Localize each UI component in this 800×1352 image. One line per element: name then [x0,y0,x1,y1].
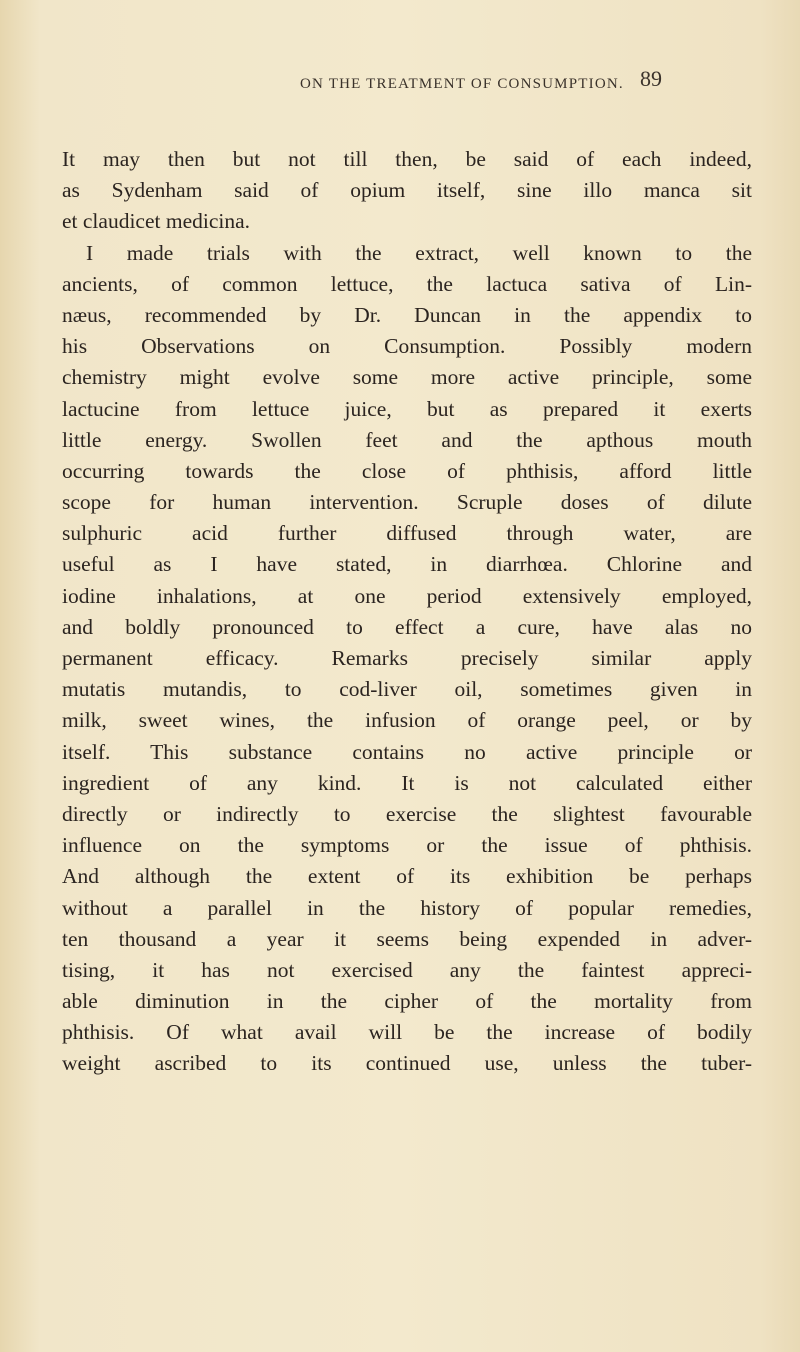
text-line: ingredient of any kind. It is not calculated either [62,770,752,795]
text-line: occurring towards the close of phthisis, afford little [62,458,752,483]
running-head [0,66,800,106]
text-line: ancients, of common lettuce, the lactuca sativa of Lin- [62,271,752,296]
running-title: ON THE TREATMENT OF CONSUMPTION. [300,76,624,92]
text-line: permanent efficacy. Remarks precisely similar apply [62,646,752,670]
text-line: næus, recommended by Dr. Duncan in the appendix to [62,302,752,327]
page-number: 89 [640,66,662,91]
text-line: chemistry might evolve some more active principle, some [62,365,752,390]
text-line: without a parallel in the history of popular remedies, [62,895,752,920]
text-line: as Sydenham said of opium itself, sine illo manca sit [62,178,752,203]
text-line: ten thousand a year it seems being expended in adver- [62,926,752,951]
text-line: milk, sweet wines, the infusion of orange peel, or by [62,708,752,733]
text-line: influence on the symptoms or the issue of phthisis. [62,833,752,858]
text-line: It may then but not till then, be said of each indeed, [62,147,752,171]
text-line: sulphuric acid further diffused through water, are [62,521,752,546]
text-line: tising, it has not exercised any the faintest appreci- [62,957,752,982]
text-line: little energy. Swollen feet and the apthous mouth [62,427,752,452]
text-line: mutatis mutandis, to cod-liver oil, sometimes given in [62,677,752,702]
text-line: directly or indirectly to exercise the slightest favourable [62,801,752,826]
text-line: lactucine from lettuce juice, but as prepared it exerts [62,396,752,421]
text-line: weight ascribed to its continued use, unless the tuber- [62,1051,752,1076]
text-line: And although the extent of its exhibition be perhaps [62,864,752,889]
text-line: I made trials with the extract, well known to the [86,240,752,265]
text-line: scope for human intervention. Scruple doses of dilute [62,490,752,515]
text-line: and boldly pronounced to effect a cure, have alas no [62,614,752,639]
text-line: phthisis. Of what avail will be the increase of bodily [62,1020,752,1045]
text-line: iodine inhalations, at one period extensively employed, [62,583,752,608]
text-line: his Observations on Consumption. Possibly modern [62,334,752,359]
body-text [62,144,752,1080]
text-line: able diminution in the cipher of the mortality from [62,989,752,1014]
text-line: itself. This substance contains no active principle or [62,739,752,764]
text-line: useful as I have stated, in diarrhœa. Chlorine and [62,552,752,577]
text-line: et claudicet medicina. [62,209,251,234]
